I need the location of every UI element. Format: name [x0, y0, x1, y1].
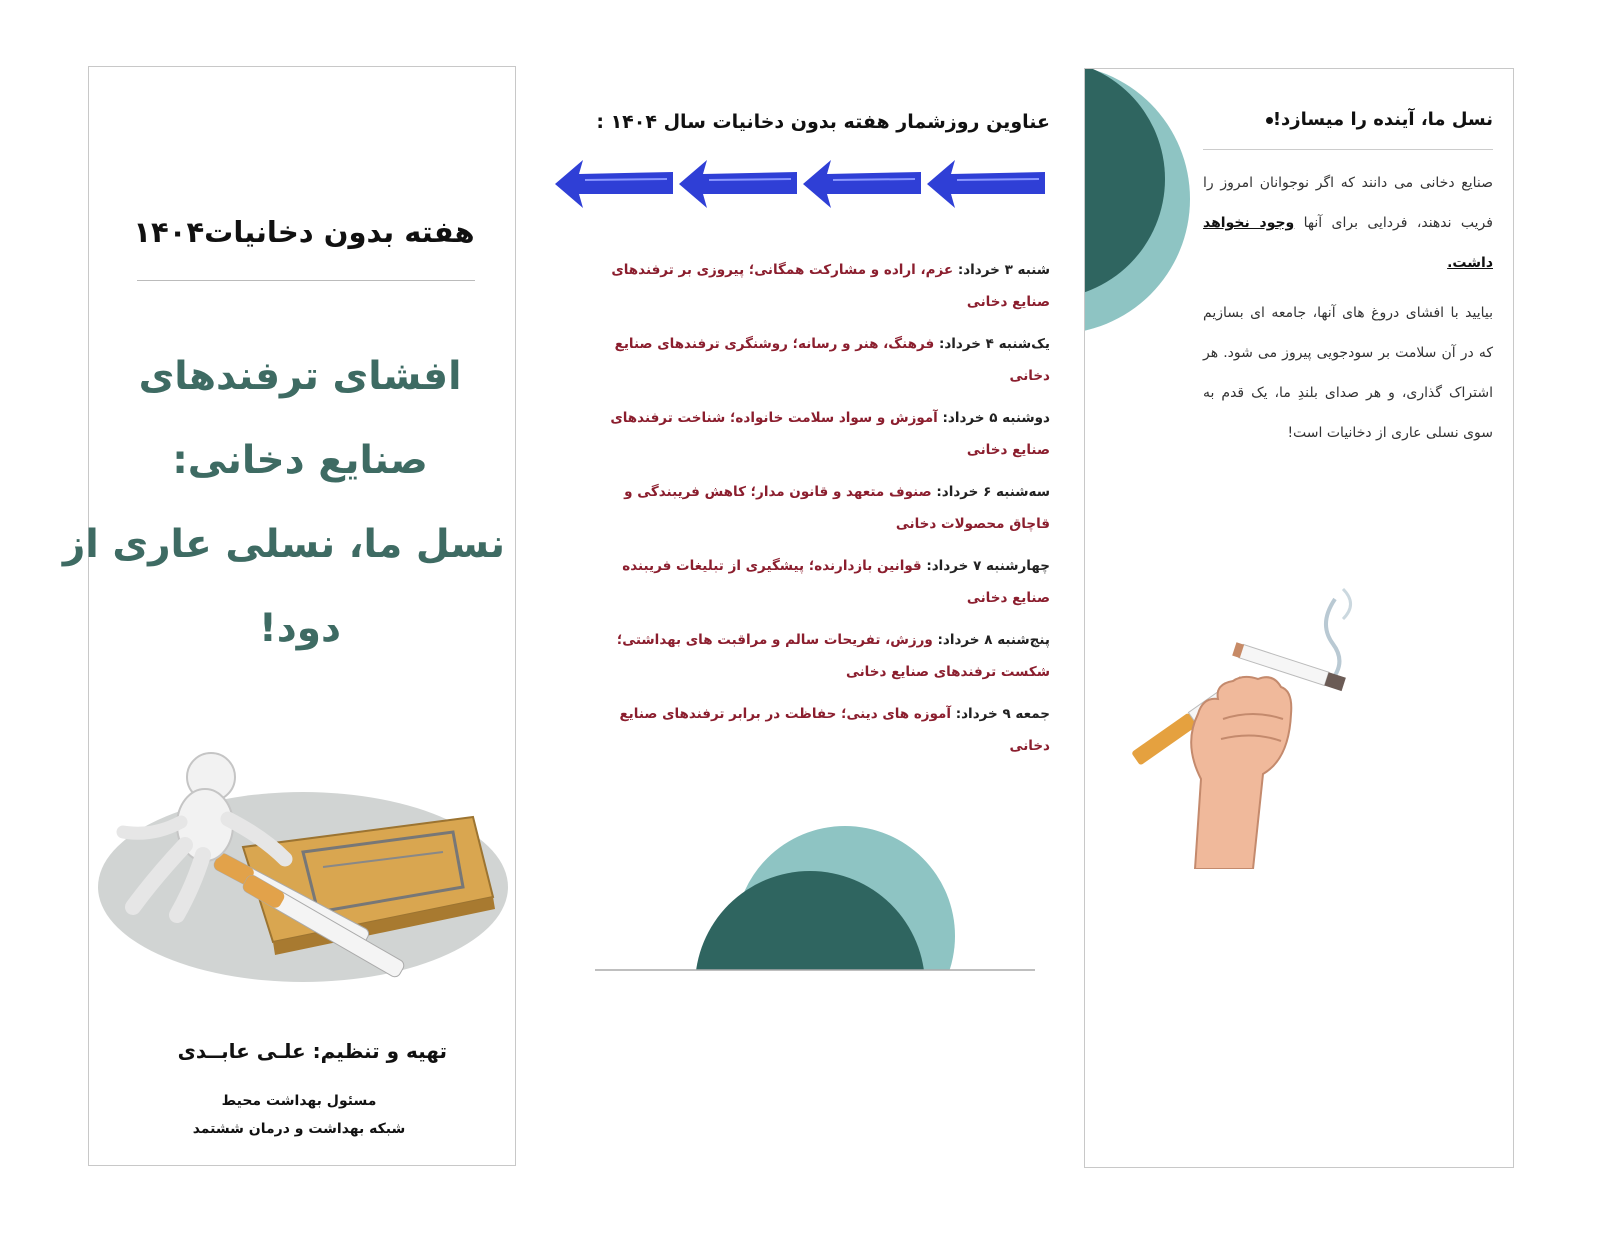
teal-circle-decoration [1085, 69, 1205, 339]
bullet-icon [1266, 117, 1273, 124]
blue-left-arrows [555, 154, 1050, 214]
cover-panel [62, 66, 516, 1166]
schedule-item: یک‌شنبه ۴ خرداد: فرهنگ، هنر و رسانه؛ روشنگری ترفندهای صنایع دخانی [614, 336, 1050, 384]
schedule-item: سه‌شنبه ۶ خرداد: صنوف متعهد و قانون مدار؛ کاهش فریبندگی و قاچاق محصولات دخانی [624, 484, 1050, 532]
schedule-panel [555, 66, 1050, 1166]
main-title [62, 335, 505, 671]
role-line: مسئول بهداشت محیط [221, 1093, 377, 1109]
blue-left-arrow-icon [803, 160, 921, 208]
schedule-item: پنج‌شنبه ۸ خرداد: ورزش، تفریحات سالم و مراقبت های بهداشتی؛ شکست ترفندهای صنایع دخانی [616, 632, 1050, 680]
main-title-line: صنایع دخانی: [172, 438, 428, 483]
credit: تهیه و تنظیم: علـی عابــدی [177, 1039, 447, 1063]
divider [137, 280, 475, 281]
schedule-list [580, 254, 1050, 772]
message-heading: نسل ما، آینده را میسازد! [1250, 109, 1493, 130]
role-line: شبکه بهداشت و درمان ششتمد [192, 1121, 406, 1137]
message-paragraph: صنایع دخانی می دانند که اگر نوجوانان امروز را فریب ندهند، فردایی برای آنها وجود نخواهد داشت. [1203, 175, 1493, 271]
schedule-item: دوشنبه ۵ خرداد: آموزش و سواد سلامت خانواده؛ شناخت ترفندهای صنایع دخانی [610, 410, 1050, 458]
schedule-heading: عناوین روزشمار هفته بدون دخانیات سال ۱۴۰۴ : [596, 111, 1050, 133]
schedule-item: جمعه ۹ خرداد: آموزه های دینی؛ حفاظت در برابر ترفندهای صنایع دخانی [619, 706, 1050, 754]
teal-semicircle-decoration [595, 786, 1035, 986]
week-title: هفته بدون دخانیات۱۴۰۴ [133, 215, 475, 249]
main-title-line: نسل ما، نسلی عاری از [62, 522, 505, 567]
author-role [169, 1087, 429, 1143]
figure-with-cigarette-trap-image [93, 727, 513, 1027]
schedule-item: چهارشنبه ۷ خرداد: قوانین بازدارنده؛ پیشگیری از تبلیغات فریبنده صنایع دخانی [622, 558, 1050, 606]
schedule-item: شنبه ۳ خرداد: عزم، اراده و مشارکت همگانی؛ پیروزی بر ترفندهای صنایع دخانی [611, 262, 1050, 310]
blue-left-arrow-icon [555, 160, 673, 208]
message-paragraph: بیایید با افشای دروغ های آنها، جامعه ای بسازیم که در آن سلامت بر سودجویی پیروز می شود. هر اشتراک گذاری، و هر صدای بلندِ ما، یک قدم به سوی نسلی عاری از دخانیات است! [1203, 305, 1493, 441]
main-title-line: افشای ترفندهای [138, 354, 462, 399]
blue-left-arrow-icon [927, 160, 1045, 208]
blue-left-arrow-icon [679, 160, 797, 208]
fist-breaking-cigarette-image [1103, 569, 1373, 869]
divider [1203, 149, 1493, 150]
message-panel [1084, 68, 1514, 1168]
main-title-line: دود! [258, 606, 342, 651]
